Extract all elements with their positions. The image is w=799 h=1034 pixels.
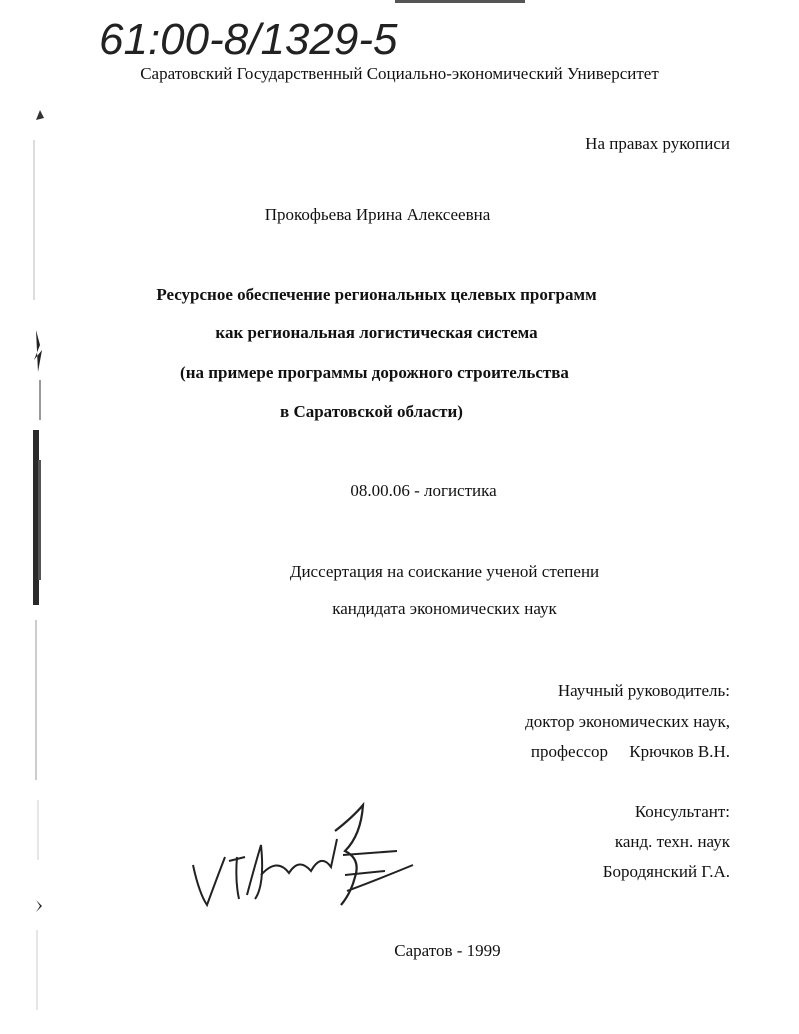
consultant-name: Бородянский Г.А. xyxy=(602,862,730,881)
scan-top-mark xyxy=(395,0,525,3)
consultant-degree: канд. техн. наук xyxy=(614,832,730,851)
supervisor-heading: Научный руководитель: xyxy=(557,681,730,700)
consultant-heading: Консультант: xyxy=(634,802,730,821)
title-line-4: в Саратовской области) xyxy=(280,402,463,421)
author-signature xyxy=(185,795,420,915)
supervisor-degree: доктор экономических наук, xyxy=(525,712,730,731)
author-name: Прокофьева Ирина Алексеевна xyxy=(264,205,491,224)
degree-line-2: кандидата экономических наук xyxy=(332,599,557,618)
title-line-1: Ресурсное обеспечение региональных целевых программ xyxy=(156,285,597,304)
rights-note: На правах рукописи xyxy=(585,134,730,153)
svg-text:61:00-8/1329-5: 61:00-8/1329-5 xyxy=(99,15,398,64)
title-line-2: как региональная логистическая система xyxy=(215,323,538,342)
degree-line-1: Диссертация на соискание ученой степени xyxy=(289,562,600,581)
scan-edge-artifacts xyxy=(0,0,70,1034)
specialty-code: 08.00.06 - логистика xyxy=(350,481,497,500)
university-name: Саратовский Государственный Социально-экономический Университет xyxy=(140,64,659,83)
title-line-3: (на примере программы дорожного строительства xyxy=(180,363,569,382)
supervisor-name: профессор Крючков В.Н. xyxy=(530,742,730,761)
city-year: Саратов - 1999 xyxy=(394,941,501,960)
